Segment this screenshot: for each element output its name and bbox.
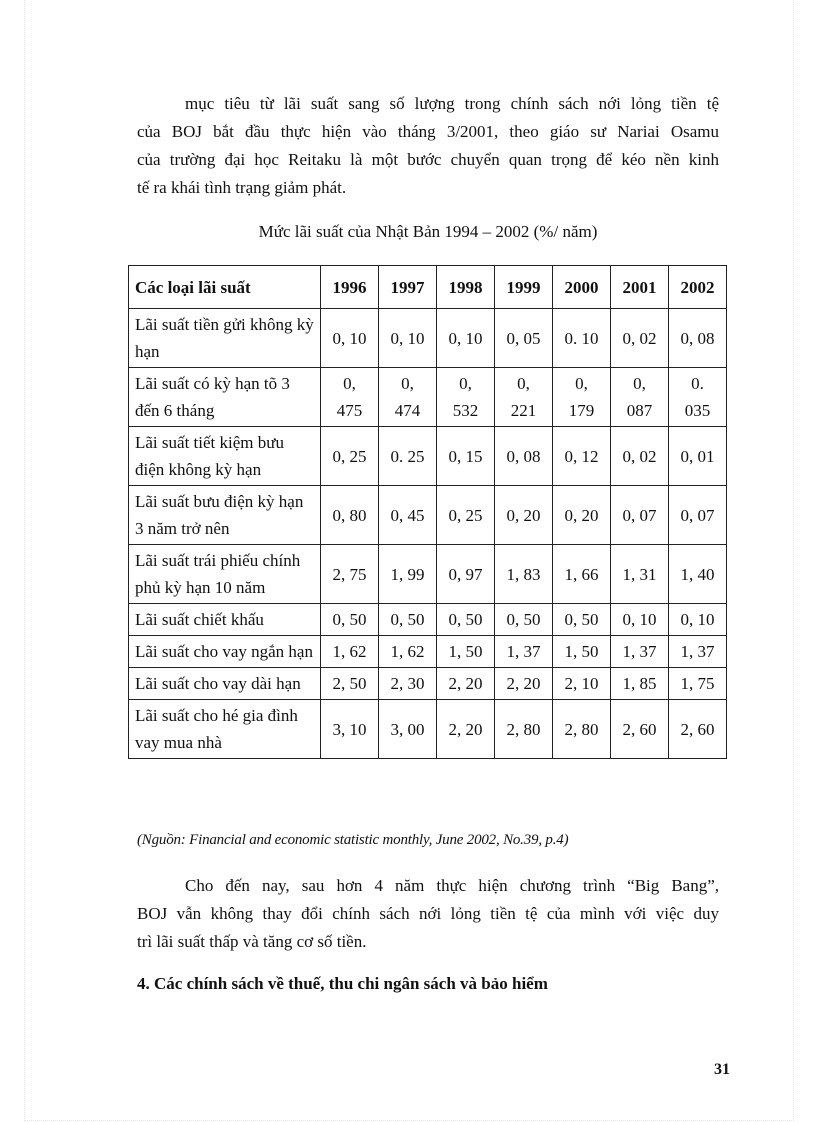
section-heading: 4. Các chính sách về thuế, thu chi ngân sách và bảo hiểm bbox=[137, 974, 548, 993]
rate-value-cell: 1, 99 bbox=[379, 545, 437, 604]
rate-value-cell: 2, 10 bbox=[553, 668, 611, 700]
rate-value-cell: 1, 85 bbox=[611, 668, 669, 700]
rate-value-cell: 1, 75 bbox=[669, 668, 727, 700]
rate-value-cell: 0, 10 bbox=[321, 309, 379, 368]
header-cell-year: 1999 bbox=[495, 266, 553, 309]
rate-type-cell: Lãi suất chiết khấu bbox=[129, 604, 321, 636]
rate-value-cell: 0, 08 bbox=[495, 427, 553, 486]
paragraph-line: mục tiêu từ lãi suất sang số lượng trong chính sách nới lỏng tiền tệ bbox=[185, 94, 719, 113]
rate-value-cell: 1, 31 bbox=[611, 545, 669, 604]
rate-value-cell: 2, 75 bbox=[321, 545, 379, 604]
value-part: 0, bbox=[633, 374, 646, 393]
rate-type-cell: Lãi suất trái phiếu chính phủ kỳ hạn 10 năm bbox=[129, 545, 321, 604]
rate-value-cell: 0, 50 bbox=[321, 604, 379, 636]
rate-value-cell: 0, 10 bbox=[437, 309, 495, 368]
rate-value-cell: 0, 45 bbox=[379, 486, 437, 545]
paragraph-intro bbox=[137, 90, 719, 202]
value-part: 475 bbox=[336, 401, 363, 420]
rate-value-cell: 2, 20 bbox=[437, 700, 495, 759]
header-cell-year: 1997 bbox=[379, 266, 437, 309]
paragraph-big-bang bbox=[137, 872, 719, 956]
header-cell-type: Các loại lãi suất bbox=[129, 266, 321, 309]
header-cell-year: 1998 bbox=[437, 266, 495, 309]
rate-value-cell: 1, 37 bbox=[495, 636, 553, 668]
rate-value-cell: 0, 10 bbox=[669, 604, 727, 636]
table-row bbox=[129, 486, 727, 545]
rate-value-cell: 0, 50 bbox=[437, 604, 495, 636]
table-row bbox=[129, 545, 727, 604]
paragraph-line: BOJ vẫn không thay đổi chính sách nới lỏng tiền tệ của mình với việc duy bbox=[137, 904, 719, 923]
rate-value-cell: 0, 25 bbox=[321, 427, 379, 486]
value-part: 0, bbox=[459, 374, 472, 393]
rate-value-cell: 2, 80 bbox=[495, 700, 553, 759]
rate-value-cell: 0, 50 bbox=[379, 604, 437, 636]
rate-value-cell: 0, 50 bbox=[495, 604, 553, 636]
source-note: (Nguồn: Financial and economic statistic monthly, June 2002, No.39, p.4) bbox=[137, 832, 569, 848]
rate-type-cell: Lãi suất cho vay ngắn hạn bbox=[129, 636, 321, 668]
table-row bbox=[129, 427, 727, 486]
paragraph-line: của BOJ bắt đầu thực hiện vào tháng 3/2001, theo giáo sư Nariai Osamu bbox=[137, 122, 719, 141]
header-cell-year: 2002 bbox=[669, 266, 727, 309]
rate-value-cell: 0, 07 bbox=[611, 486, 669, 545]
rate-value-cell: 0, 20 bbox=[553, 486, 611, 545]
rate-value-cell: 2, 80 bbox=[553, 700, 611, 759]
rate-value-cell bbox=[321, 368, 379, 427]
rate-value-cell: 3, 10 bbox=[321, 700, 379, 759]
value-part: 0, bbox=[343, 374, 356, 393]
rate-type-cell: Lãi suất tiền gửi không kỳ hạn bbox=[129, 309, 321, 368]
rate-value-cell: 0, 10 bbox=[611, 604, 669, 636]
table-header-row bbox=[129, 266, 727, 309]
rate-value-cell: 1, 83 bbox=[495, 545, 553, 604]
page-number: 31 bbox=[714, 1061, 730, 1078]
rate-type-cell: Lãi suất cho hé gia đình vay mua nhà bbox=[129, 700, 321, 759]
rate-value-cell bbox=[437, 368, 495, 427]
table-row bbox=[129, 700, 727, 759]
rate-value-cell: 0, 02 bbox=[611, 309, 669, 368]
rate-value-cell bbox=[495, 368, 553, 427]
rate-value-cell: 0. 10 bbox=[553, 309, 611, 368]
value-part: 0, bbox=[517, 374, 530, 393]
header-cell-year: 2001 bbox=[611, 266, 669, 309]
rate-value-cell bbox=[553, 368, 611, 427]
value-part: 035 bbox=[684, 401, 711, 420]
rate-value-cell: 0, 15 bbox=[437, 427, 495, 486]
table-row bbox=[129, 309, 727, 368]
rate-value-cell: 1, 40 bbox=[669, 545, 727, 604]
rate-type-cell: Lãi suất tiết kiệm bưu điện không kỳ hạn bbox=[129, 427, 321, 486]
paragraph-line: tế ra khái tình trạng giảm phát. bbox=[137, 178, 347, 197]
rate-value-cell: 1, 50 bbox=[437, 636, 495, 668]
value-part: 474 bbox=[394, 401, 421, 420]
value-part: 087 bbox=[626, 401, 653, 420]
rate-value-cell bbox=[611, 368, 669, 427]
rate-value-cell: 2, 60 bbox=[669, 700, 727, 759]
header-cell-year: 2000 bbox=[553, 266, 611, 309]
rate-value-cell: 0, 25 bbox=[437, 486, 495, 545]
rate-value-cell: 0, 80 bbox=[321, 486, 379, 545]
value-part: 0, bbox=[575, 374, 588, 393]
rate-value-cell: 2, 50 bbox=[321, 668, 379, 700]
rate-value-cell: 0. 25 bbox=[379, 427, 437, 486]
value-part: 0. bbox=[691, 374, 704, 393]
table-row bbox=[129, 668, 727, 700]
paragraph-line: Cho đến nay, sau hơn 4 năm thực hiện chương trình “Big Bang”, bbox=[185, 876, 719, 895]
rate-value-cell: 1, 37 bbox=[611, 636, 669, 668]
rate-value-cell: 0, 02 bbox=[611, 427, 669, 486]
table-row bbox=[129, 636, 727, 668]
rate-value-cell: 0, 07 bbox=[669, 486, 727, 545]
rate-value-cell: 1, 62 bbox=[379, 636, 437, 668]
value-part: 532 bbox=[452, 401, 479, 420]
paragraph-line: trì lãi suất thấp và tăng cơ số tiền. bbox=[137, 932, 367, 951]
value-part: 179 bbox=[568, 401, 595, 420]
value-part: 0, bbox=[401, 374, 414, 393]
rate-value-cell bbox=[379, 368, 437, 427]
rate-value-cell: 0, 12 bbox=[553, 427, 611, 486]
rate-value-cell: 1, 50 bbox=[553, 636, 611, 668]
rate-value-cell: 1, 62 bbox=[321, 636, 379, 668]
rate-value-cell: 2, 30 bbox=[379, 668, 437, 700]
paragraph-line: của trường đại học Reitaku là một bước chuyển quan trọng để kéo nền kinh bbox=[137, 150, 719, 169]
rate-type-cell: Lãi suất cho vay dài hạn bbox=[129, 668, 321, 700]
rate-value-cell: 0, 05 bbox=[495, 309, 553, 368]
table-row bbox=[129, 604, 727, 636]
rate-value-cell bbox=[669, 368, 727, 427]
rate-value-cell: 1, 66 bbox=[553, 545, 611, 604]
rate-value-cell: 0, 08 bbox=[669, 309, 727, 368]
rate-type-cell: Lãi suất có kỳ hạn tõ 3 đến 6 tháng bbox=[129, 368, 321, 427]
rate-value-cell: 2, 60 bbox=[611, 700, 669, 759]
value-part: 221 bbox=[510, 401, 537, 420]
rate-value-cell: 1, 37 bbox=[669, 636, 727, 668]
rate-value-cell: 3, 00 bbox=[379, 700, 437, 759]
table-row bbox=[129, 368, 727, 427]
rate-value-cell: 0, 10 bbox=[379, 309, 437, 368]
rate-value-cell: 0, 20 bbox=[495, 486, 553, 545]
table-caption: Mức lãi suất của Nhật Bản 1994 – 2002 (%/ năm) bbox=[258, 222, 598, 241]
rate-value-cell: 2, 20 bbox=[495, 668, 553, 700]
rate-value-cell: 0, 01 bbox=[669, 427, 727, 486]
header-cell-year: 1996 bbox=[321, 266, 379, 309]
interest-rate-table bbox=[128, 265, 727, 759]
rate-value-cell: 0, 50 bbox=[553, 604, 611, 636]
rate-value-cell: 0, 97 bbox=[437, 545, 495, 604]
rate-value-cell: 2, 20 bbox=[437, 668, 495, 700]
rate-type-cell: Lãi suất bưu điện kỳ hạn 3 năm trở nên bbox=[129, 486, 321, 545]
